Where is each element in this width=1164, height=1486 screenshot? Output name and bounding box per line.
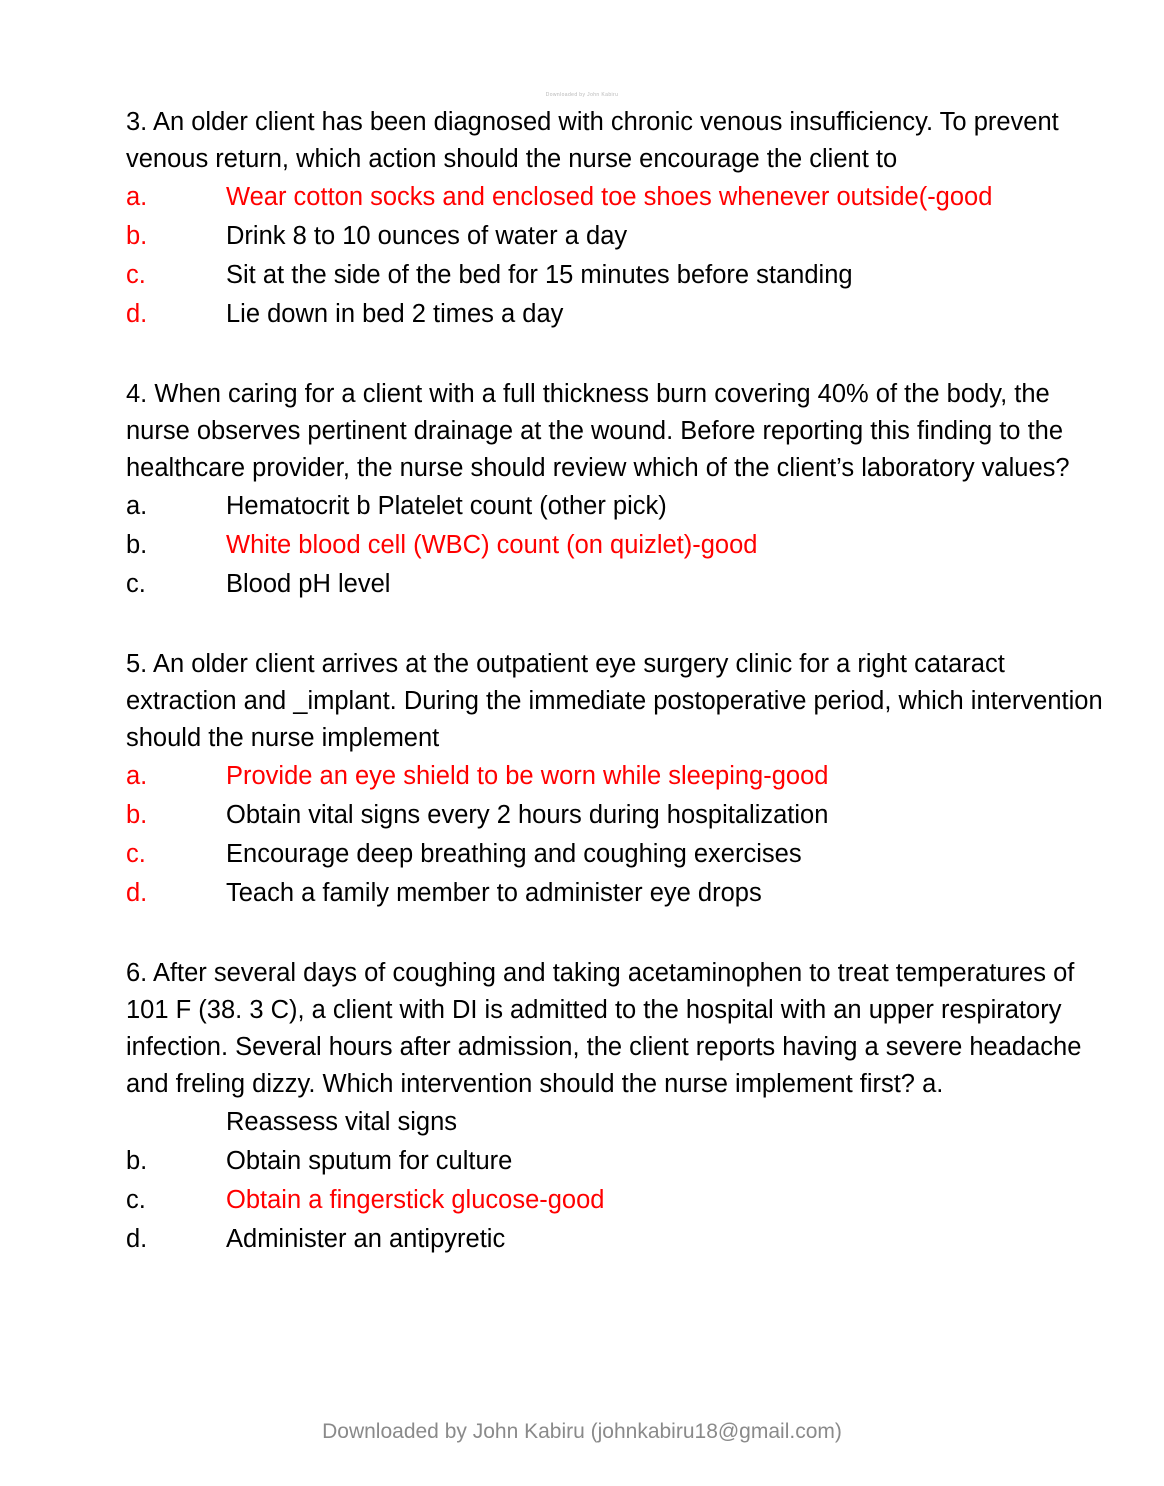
option-list — [126, 178, 1116, 334]
option-text: Encourage deep breathing and coughing exercises — [226, 840, 802, 868]
option-item[interactable] — [126, 1220, 1116, 1259]
option-label: c. — [126, 570, 146, 598]
question-block — [126, 376, 1116, 604]
option-label: d. — [126, 1225, 148, 1253]
option-label: b. — [126, 1147, 148, 1175]
option-text: Teach a family member to administer eye drops — [226, 879, 762, 907]
option-item[interactable] — [126, 487, 1116, 526]
question-block — [126, 104, 1116, 334]
option-item[interactable] — [126, 796, 1116, 835]
option-item[interactable] — [126, 1142, 1116, 1181]
option-text: Provide an eye shield to be worn while sleeping-good — [226, 762, 829, 790]
option-label: b. — [126, 222, 148, 250]
option-item[interactable] — [126, 295, 1116, 334]
option-text: Obtain sputum for culture — [226, 1147, 513, 1175]
option-text: Drink 8 to 10 ounces of water a day — [226, 222, 628, 250]
document-content — [126, 104, 1116, 1287]
option-list — [126, 487, 1116, 604]
block-spacer — [126, 632, 1116, 646]
option-item[interactable] — [126, 1181, 1116, 1220]
option-label: a. — [126, 492, 148, 520]
block-spacer — [126, 941, 1116, 955]
option-label: d. — [126, 879, 148, 907]
page-footer: Downloaded by John Kabiru (johnkabiru18@gmail.com) — [322, 1420, 842, 1443]
question-stem: 5. An older client arrives at the outpatient eye surgery clinic for a right cataract extraction and _implant. During the immediate postoperative period, which intervention should the nurse implement — [126, 650, 1103, 752]
option-item[interactable] — [126, 526, 1116, 565]
option-label: d. — [126, 300, 148, 328]
option-text: Obtain a fingerstick glucose-good — [226, 1186, 605, 1214]
option-text: White blood cell (WBC) count (on quizlet)-good — [226, 531, 758, 559]
option-text: Hematocrit b Platelet count (other pick) — [226, 492, 667, 520]
page-watermark: Downloaded by John Kabiru — [545, 92, 619, 98]
option-list — [126, 757, 1116, 913]
option-text: Blood pH level — [226, 570, 391, 598]
option-label: a. — [126, 183, 148, 211]
option-text: Lie down in bed 2 times a day — [226, 300, 564, 328]
question-block — [126, 646, 1116, 913]
option-item[interactable] — [126, 178, 1116, 217]
option-label: a. — [126, 762, 148, 790]
option-item[interactable] — [126, 565, 1116, 604]
option-label: c. — [126, 840, 146, 868]
option-text: Reassess vital signs — [226, 1108, 458, 1136]
option-item[interactable] — [126, 874, 1116, 913]
option-text: Wear cotton socks and enclosed toe shoes whenever outside(-good — [226, 183, 993, 211]
question-block — [126, 955, 1116, 1259]
option-item[interactable] — [126, 1103, 1116, 1142]
option-label: b. — [126, 531, 148, 559]
option-label: b. — [126, 801, 148, 829]
option-list — [126, 1103, 1116, 1259]
option-label: c. — [126, 1186, 146, 1214]
option-item[interactable] — [126, 757, 1116, 796]
question-stem: 6. After several days of coughing and taking acetaminophen to treat temperatures of 101 F (38. 3 C), a client with DI is admitted to the hospital with an upper respiratory infection. Several hours after admission, the client reports having a severe headache and freling dizzy. Which intervention should the nurse implement first? a. — [126, 959, 1082, 1098]
option-text: Sit at the side of the bed for 15 minutes before standing — [226, 261, 853, 289]
block-spacer — [126, 362, 1116, 376]
option-label: c. — [126, 261, 146, 289]
option-item[interactable] — [126, 217, 1116, 256]
option-text: Administer an antipyretic — [226, 1225, 506, 1253]
option-item[interactable] — [126, 256, 1116, 295]
question-stem: 4. When caring for a client with a full thickness burn covering 40% of the body, the nurse observes pertinent drainage at the wound. Before reporting this finding to the healthcare provider, the nurse should review which of the client’s laboratory values? — [126, 380, 1070, 482]
option-text: Obtain vital signs every 2 hours during hospitalization — [226, 801, 829, 829]
question-stem: 3. An older client has been diagnosed with chronic venous insufficiency. To prevent venous return, which action should the nurse encourage the client to — [126, 108, 1059, 173]
option-item[interactable] — [126, 835, 1116, 874]
